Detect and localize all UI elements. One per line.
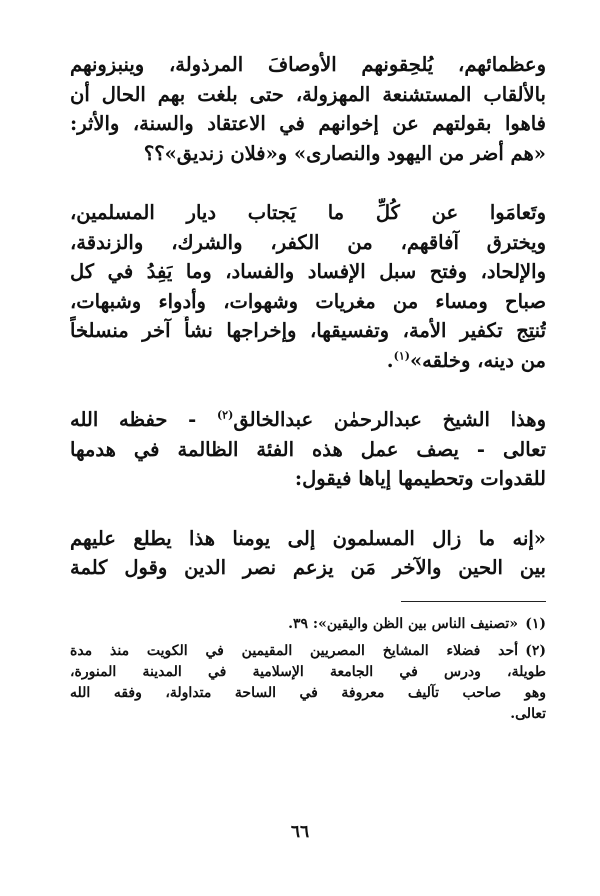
text-fragment: من دينه، وخلقه» bbox=[409, 348, 546, 372]
text-line: بالألقاب المستشنعة المهزولة، حتى بلغت بهم الحال أن bbox=[70, 82, 546, 106]
text-line: تُنتِج تكفير الأمة، وتفسيقها، وإخراجها نشأً آخر منسلخاً bbox=[70, 319, 546, 342]
footnote-text bbox=[70, 641, 518, 662]
paragraph-1 bbox=[70, 50, 546, 168]
paragraph-3 bbox=[70, 405, 546, 494]
paragraph-2 bbox=[70, 198, 546, 375]
footnote-divider bbox=[401, 601, 546, 602]
text-line: «هم أضر من اليهود والنصارى» و«فلان زنديق»؟؟ bbox=[143, 141, 546, 165]
text-line: والإلحاد، وفتح سبل الإفساد والفساد، وما يَفِدُ في كل bbox=[70, 260, 546, 283]
footnote-number: (٢) bbox=[525, 642, 546, 659]
footnote-line: «تصنيف الناس بين الظن واليقين»: ٣٩. bbox=[288, 615, 518, 632]
text-line: ويخترق آفاقهم، من الكفر، والشرك، والزندقة، bbox=[70, 230, 546, 254]
text-line: بين الحين والآخر مَن يزعم نصر الدين وقول كلمة bbox=[70, 556, 546, 579]
text-fragment: . bbox=[386, 348, 394, 372]
text-line-with-footnote bbox=[70, 405, 546, 435]
text-line: صباح ومساء من مغريات وشهوات، وأدواء وشبهات، bbox=[70, 289, 546, 313]
footnote-line: تعالى. bbox=[510, 705, 546, 722]
text-line: للقدوات وتحطيمها إياها فيقول: bbox=[294, 467, 546, 490]
text-line: وعظمائهم، يُلحِقونهم الأوصافَ المرذولة، وينبزونهم bbox=[70, 53, 546, 76]
text-line: وتَعامَوا عن كُلِّ ما يَجتاب ديار المسلمين، bbox=[70, 201, 546, 224]
text-line: فاهوا بقولتهم عن إخوانهم في الاعتقاد والسنة، والأثر: bbox=[70, 112, 546, 135]
text-line: «إنه ما زال المسلمون إلى يومنا هذا يطلع عليهم bbox=[70, 526, 546, 550]
footnote-line: أحد فضلاء المشايخ المصريين المقيمين في الكويت منذ مدة bbox=[70, 642, 518, 659]
text-line-with-footnote bbox=[70, 346, 546, 376]
footnote-1 bbox=[70, 614, 546, 635]
footnote-ref-2[interactable]: (٢) bbox=[216, 408, 234, 422]
footnote-line: طويلة، ودرس في الجامعة الإسلامية في المدينة المنورة، bbox=[70, 663, 546, 680]
footnote-2 bbox=[70, 641, 546, 662]
footnote-text bbox=[70, 614, 518, 635]
text-line: تعالى - يصف عمل هذه الفئة الظالمة في هدمها bbox=[70, 437, 546, 461]
page-number: ٦٦ bbox=[290, 822, 310, 842]
text-fragment: وهذا الشيخ عبدالرحمٰن عبدالخالق bbox=[233, 408, 546, 431]
footnotes bbox=[70, 614, 546, 725]
footnote-number: (١) bbox=[525, 615, 546, 632]
paragraph-4 bbox=[70, 524, 546, 583]
footnote-ref-1[interactable]: (١) bbox=[393, 349, 410, 362]
text-fragment: - حفظه الله bbox=[70, 408, 217, 431]
page-body bbox=[70, 50, 546, 725]
footnote-line: وهو صاحب تآليف معروفة في الساحة متداولة، وفقه الله bbox=[70, 684, 546, 701]
